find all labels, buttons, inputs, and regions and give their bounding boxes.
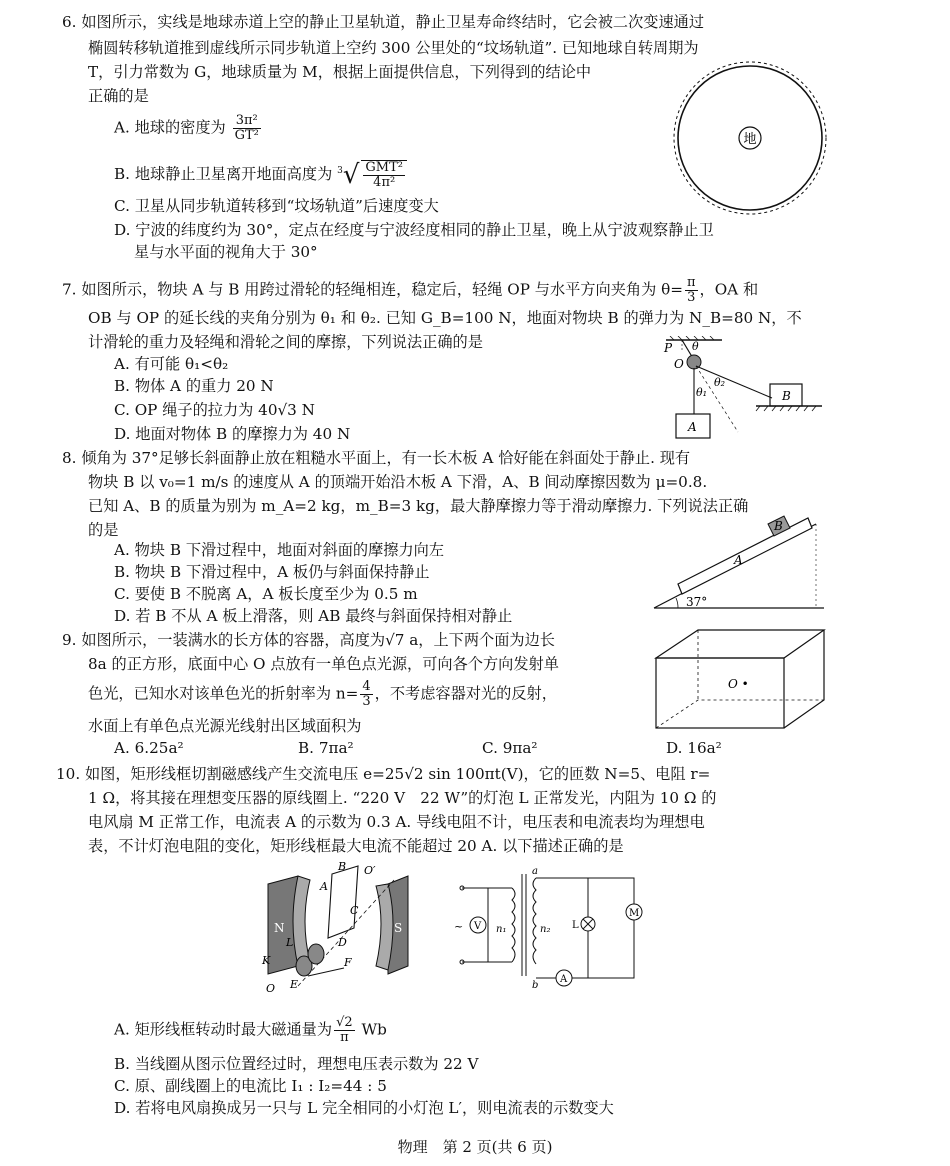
q9-line-3-text: 色光，已知水对该单色光的折射率为 n=: [88, 684, 359, 703]
q10-figure-generator: [258, 862, 428, 998]
page-footer: 物理 第 2 页(共 6 页): [397, 1138, 553, 1156]
label-f: F: [344, 956, 352, 969]
q6-line-4: 正确的是: [88, 87, 149, 105]
q10-option-c: C. 原、副线圈上的电流比 I₁ : I₂=44 : 5: [114, 1077, 387, 1095]
label-n: N: [274, 921, 285, 935]
rope-ob: [696, 366, 772, 398]
q6-option-c: C. 卫星从同步轨道转移到“坟场轨道”后速度变大: [114, 197, 439, 215]
q6-option-d-line-2: 星与水平面的视角大于 30°: [134, 243, 318, 261]
q6-option-a-text: A. 地球的密度为: [114, 118, 226, 137]
q6-line-2: 椭圆转移轨道推到虚线所示同步轨道上空约 300 公里处的“坟场轨道”. 已知地球自转周期为: [88, 39, 699, 57]
q6-option-b-root-index: 3: [337, 165, 343, 176]
label-o: O •: [728, 677, 749, 691]
label-lamp: L: [572, 920, 579, 931]
q10-figure-circuit: [448, 866, 648, 990]
q10-line-1: 10. 如图，矩形线框切割磁感线产生交流电压 e=25√2 sin 100πt(V)，它的匝数 N=5、电阻 r=: [56, 765, 711, 783]
box-hidden-edges: [656, 700, 824, 728]
q8-option-c: C. 要使 B 不脱离 A，A 板长度至少为 0.5 m: [114, 585, 418, 603]
q6-option-d-line-1: D. 宁波的纬度约为 30°，定点在经度与宁波经度相同的静止卫星，晚上从宁波观察静止卫: [114, 221, 714, 239]
magnet-n-face: [293, 876, 310, 966]
q9-n-fraction: [360, 680, 372, 709]
q9-line-3: [88, 680, 557, 709]
coil-frame: [328, 866, 358, 938]
board-a: [678, 518, 812, 594]
q9-line-2: 8a 的正方形，底面中心 O 点放有一单色点光源，可向各个方向发射单: [88, 655, 559, 673]
q6-option-b-text: B. 地球静止卫星离开地面高度为: [114, 165, 333, 183]
q6-option-a: [114, 114, 263, 143]
q7-theta-fraction: [685, 276, 698, 305]
q10-line-2: 1 Ω，将其接在理想变压器的原线圈上. “220 V 22 W”的灯泡 L 正常发光，内阻为 10 Ω 的: [88, 789, 717, 807]
label-ammeter: A: [560, 974, 568, 985]
q9-option-a: A. 6.25a²: [114, 739, 184, 757]
primary-coil: [512, 888, 515, 962]
box-top: [656, 630, 824, 658]
q7-theta-denominator: 3: [687, 290, 696, 305]
label-a: A: [320, 880, 328, 893]
q9-line-4: 水面上有单色点光源光线射出区域面积为: [88, 717, 362, 735]
label-angle: 37°: [686, 595, 708, 609]
q10-option-a-denominator: π: [340, 1030, 349, 1045]
q8-figure-incline: [648, 512, 828, 612]
q7-line-1: [62, 276, 758, 305]
q9-n-numerator: 4: [362, 679, 371, 694]
label-a-terminal: a: [532, 866, 538, 877]
q10-option-a: [114, 1016, 387, 1045]
q7-option-d: D. 地面对物体 B 的摩擦力为 40 N: [114, 425, 351, 443]
label-m: M: [629, 908, 640, 919]
q8-option-a: A. 物块 B 下滑过程中，地面对斜面的摩擦力向左: [114, 541, 445, 559]
q9-option-b: B. 7πa²: [298, 739, 354, 757]
q10-line-4: 表，不计灯泡电阻的变化，矩形线框最大电流不能超过 20 A. 以下描述正确的是: [88, 837, 624, 855]
q10-option-a-fraction: [334, 1016, 355, 1045]
q9-n-denominator: 3: [362, 694, 371, 709]
label-a: A: [734, 553, 743, 567]
label-b: B: [338, 862, 347, 873]
q7-line-1-tail: ，OA 和: [699, 280, 759, 299]
q10-option-a-text: A. 矩形线框转动时最大磁通量为: [114, 1020, 333, 1039]
q8-line-4: 的是: [88, 521, 119, 539]
q9-option-d: D. 16a²: [666, 739, 722, 757]
q6-line-3: T，引力常数为 G，地球质量为 M，根据上面提供信息，下列得到的结论中: [88, 63, 592, 81]
q7-option-c: C. OP 绳子的拉力为 40√3 N: [114, 401, 315, 419]
q6-figure-orbits: [672, 60, 828, 216]
label-theta1: θ₁: [696, 386, 708, 399]
label-n2: n₂: [540, 924, 551, 935]
q7-figure-pulley: [652, 336, 832, 446]
q6-line-1: 6. 如图所示，实线是地球赤道上空的静止卫星轨道，静止卫星寿命终结时，它会被二次变速通过: [62, 13, 705, 31]
ac-symbol: ~: [454, 920, 464, 933]
slip-ring-2: [308, 944, 324, 964]
ground-hatch: [756, 406, 816, 411]
q9-line-1: 9. 如图所示，一装满水的长方体的容器，高度为√7 a，上下两个面为边长: [62, 631, 555, 649]
label-n1: n₁: [496, 924, 507, 935]
label-d: D: [338, 936, 347, 949]
q6-option-b-denominator: 4π²: [373, 175, 396, 190]
q7-option-a: A. 有可能 θ₁<θ₂: [114, 355, 229, 373]
q6-option-b-fraction: [361, 160, 407, 190]
secondary-coil: [533, 878, 536, 964]
q10-option-b: B. 当线圈从图示位置经过时，理想电压表示数为 22 V: [114, 1055, 479, 1073]
label-v: V: [474, 921, 482, 932]
q7-line-2: OB 与 OP 的延长线的夹角分别为 θ₁ 和 θ₂. 已知 G_B=100 N，地面对物块 B 的弹力为 N_B=80 N，不: [88, 309, 802, 327]
q8-line-1: 8. 倾角为 37°足够长斜面静止放在粗糙水平面上，有一长木板 A 恰好能在斜面处于静止. 现有: [62, 449, 691, 467]
q6-option-a-fraction: [233, 114, 261, 143]
label-o-prime: O′: [364, 864, 376, 877]
q6-option-b-numerator: GMT²: [365, 160, 403, 175]
box-front: [656, 658, 784, 728]
q7-line-3: 计滑轮的重力及轻绳和滑轮之间的摩擦，下列说法正确的是: [88, 333, 483, 351]
q6-option-b: B. 地球静止卫星离开地面高度为 $^3$√ $\frac{\text{GMT²}}{\text{4π²}}$: [114, 160, 409, 190]
q10-line-3: 电风扇 M 正常工作，电流表 A 的示数为 0.3 A. 导线电阻不计，电压表和电流表均为理想电: [88, 813, 705, 831]
q10-option-a-unit: Wb: [361, 1020, 387, 1039]
label-o: O: [674, 357, 684, 371]
q7-line-1-text: 7. 如图所示，物块 A 与 B 用跨过滑轮的轻绳相连，稳定后，轻绳 OP 与水平方向夹角为 θ=: [62, 280, 683, 299]
label-o: O: [266, 982, 276, 995]
q7-option-b: B. 物体 A 的重力 20 N: [114, 377, 274, 395]
label-a: A: [688, 420, 697, 434]
label-b-terminal: b: [532, 980, 539, 990]
q8-option-b: B. 物块 B 下滑过程中，A 板仍与斜面保持静止: [114, 563, 430, 581]
q10-option-d: D. 若将电风扇换成另一只与 L 完全相同的小灯泡 L′，则电流表的示数变大: [114, 1099, 614, 1117]
label-p: P: [664, 341, 673, 355]
label-e: E: [290, 978, 299, 991]
q7-theta-numerator: π: [686, 275, 696, 290]
q9-figure-box: [654, 628, 830, 732]
label-theta: θ: [692, 340, 699, 353]
q9-line-3-tail: ，不考虑容器对光的反射，: [374, 684, 557, 703]
q6-option-a-numerator: 3π²: [233, 114, 261, 129]
label-l: L: [286, 936, 294, 949]
label-theta2: θ₂: [714, 376, 726, 389]
label-k: K: [262, 954, 271, 967]
q9-option-c: C. 9πa²: [482, 739, 538, 757]
earth-label: 地: [743, 132, 757, 147]
label-b: B: [774, 519, 783, 533]
angle-arc: [676, 598, 678, 608]
label-b: B: [782, 389, 791, 403]
label-c: C: [350, 904, 359, 917]
rotation-axis: [298, 880, 394, 986]
q10-option-a-numerator: √2: [336, 1015, 353, 1030]
q8-option-d: D. 若 B 不从 A 板上滑落，则 AB 最终与斜面保持相对静止: [114, 607, 513, 625]
q8-line-2: 物块 B 以 v₀=1 m/s 的速度从 A 的顶端开始沿木板 A 下滑，A、B 间动摩擦因数为 μ=0.8.: [88, 473, 708, 491]
q8-line-3: 已知 A、B 的质量为别为 m_A=2 kg，m_B=3 kg，最大静摩擦力等于滑动摩擦力. 下列说法正确: [88, 497, 749, 515]
q6-option-a-denominator: GT²: [234, 128, 259, 143]
label-s: S: [394, 921, 403, 935]
